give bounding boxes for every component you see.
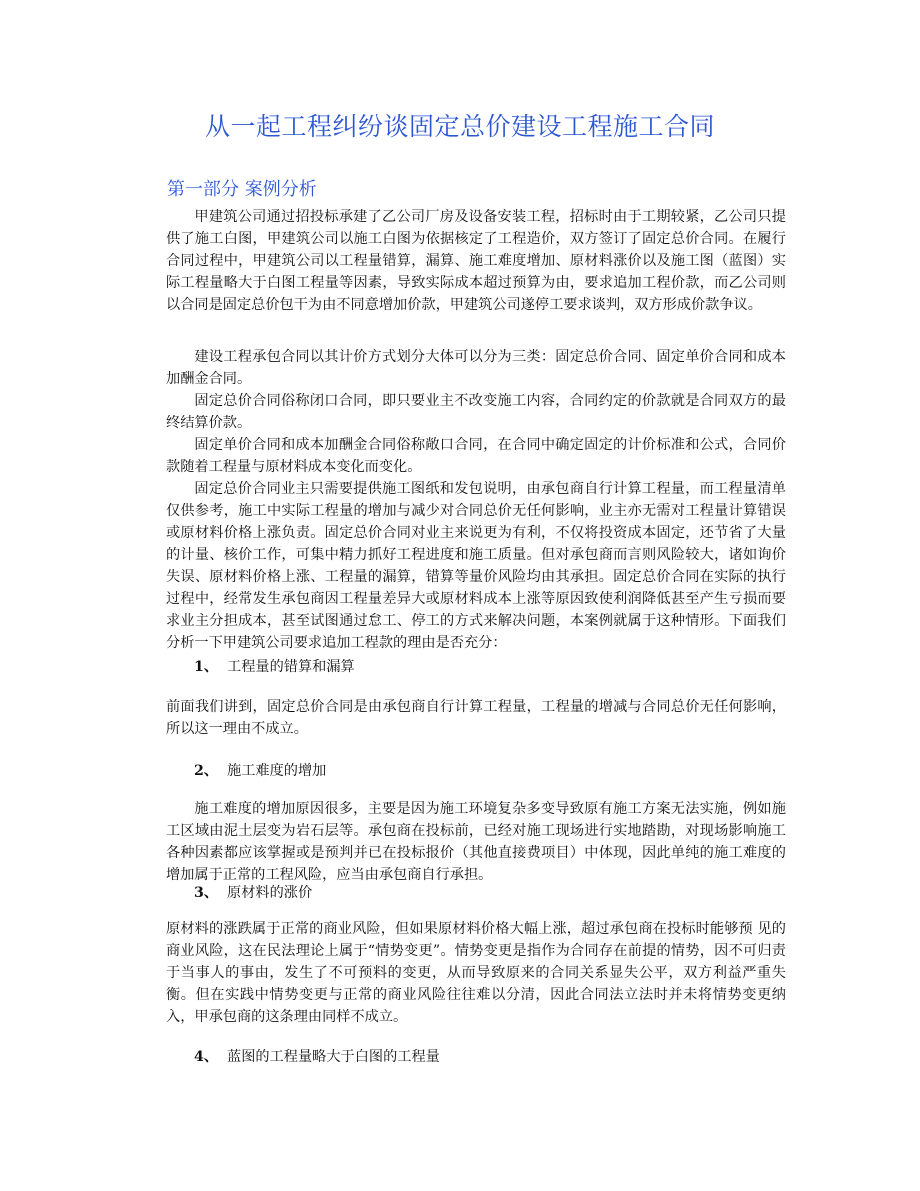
case-paragraph: 甲建筑公司通过招投标承建了乙公司厂房及设备安装工程，招标时由于工期较紧，乙公司只提供了施工白图，甲建筑公司以施工白图为依据核定了工程造价，双方签订了固定总价合同。在履行合同过程中，甲建筑公司以工程量错算，漏算、施工难度增加、原材料涨价以及施工图（蓝图）实际工程量略大于白图工程量等因素，导致实际成本超过预算为由，要求追加工程价款，而乙公司则以合同是固定总价包干为由不同意增加价款，甲建筑公司遂停工要求谈判，双方形成价款争议。 xyxy=(166,209,786,313)
heading-1 xyxy=(194,656,355,678)
fixed-total-price-paragraph: 固定总价合同俗称闭口合同，即只要业主不改变施工内容，合同约定的价款就是合同双方的最终结算价款。 xyxy=(166,393,786,431)
heading-number: 3、 xyxy=(194,885,219,901)
contract-types-paragraph: 建设工程承包合同以其计价方式划分大体可以分为三类：固定总价合同、固定单价合同和成本加酬金合同。 xyxy=(166,349,786,387)
section-title: 第一部分 案例分析 xyxy=(167,179,317,200)
heading-text: 蓝图的工程量略大于白图的工程量 xyxy=(227,1049,440,1065)
quantity-paragraph: 前面我们讲到，固定总价合同是由承包商自行计算工程量，工程量的增减与合同总价无任何影响，所以这一理由不成立。 xyxy=(166,699,786,737)
heading-4 xyxy=(194,1046,440,1068)
open-contract-paragraph: 固定单价合同和成本加酬金合同俗称敞口合同，在合同中确定固定的计价标准和公式，合同价款随着工程量与原材料成本变化而变化。 xyxy=(166,437,786,475)
heading-text: 施工难度的增加 xyxy=(227,763,327,779)
heading-number: 2、 xyxy=(194,763,219,779)
heading-number: 4、 xyxy=(194,1049,219,1065)
heading-text: 原材料的涨价 xyxy=(227,885,313,901)
heading-3 xyxy=(194,882,312,904)
document-title: 从一起工程纠纷谈固定总价建设工程施工合同 xyxy=(204,112,715,141)
heading-number: 1、 xyxy=(194,659,219,675)
difficulty-paragraph: 施工难度的增加原因很多，主要是因为施工环境复杂多变导致原有施工方案无法实施，例如施工区域由泥土层变为岩石层等。承包商在投标前，已经对施工现场进行实地踏勘，对现场影响施工各种因素都应该掌握或是预判并已在投标报价（其他直接费项目）中体现，因此单纯的施工难度的增加属于正常的工程风险，应当由承包商自行承担。 xyxy=(166,801,786,883)
risk-analysis-paragraph: 固定总价合同业主只需要提供施工图纸和发包说明，由承包商自行计算工程量，而工程量清单仅供参考，施工中实际工程量的增加与减少对合同总价无任何影响，业主亦无需对工程量计算错误或原材料价格上涨负责。固定总价合同对业主来说更为有利，不仅将投资成本固定，还节省了大量的计量、核价工作，可集中精力抓好工程进度和施工质量。但对承包商而言则风险较大，诸如询价失误、原材料价格上涨、工程量的漏算，错算等量价风险均由其承担。固定总价合同在实际的执行过程中，经常发生承包商因工程量差异大或原材料成本上涨等原因致使利润降低甚至产生亏损而要求业主分担成本，甚至试图通过怠工、停工的方式来解决问题，本案例就属于这种情形。下面我们分析一下甲建筑公司要求追加工程款的理由是否充分： xyxy=(166,481,786,651)
heading-2 xyxy=(194,760,326,782)
material-price-paragraph: 原材料的涨跌属于正常的商业风险，但如果原材料价格大幅上涨，超过承包商在投标时能够预 见的商业风险，这在民法理论上属于“情势变更”。情势变更是指作为合同存在前提的情势，因不可归责于当事人的事由，发生了不可预料的变更，从而导致原来的合同关系显失公平，双方利益严重失衡。但在实践中情势变更与正常的商业风险往往难以分清，因此合同法立法时并未将情势变更纳入，甲承包商的这条理由同样不成立。 xyxy=(166,921,786,1025)
heading-text: 工程量的错算和漏算 xyxy=(227,659,355,675)
